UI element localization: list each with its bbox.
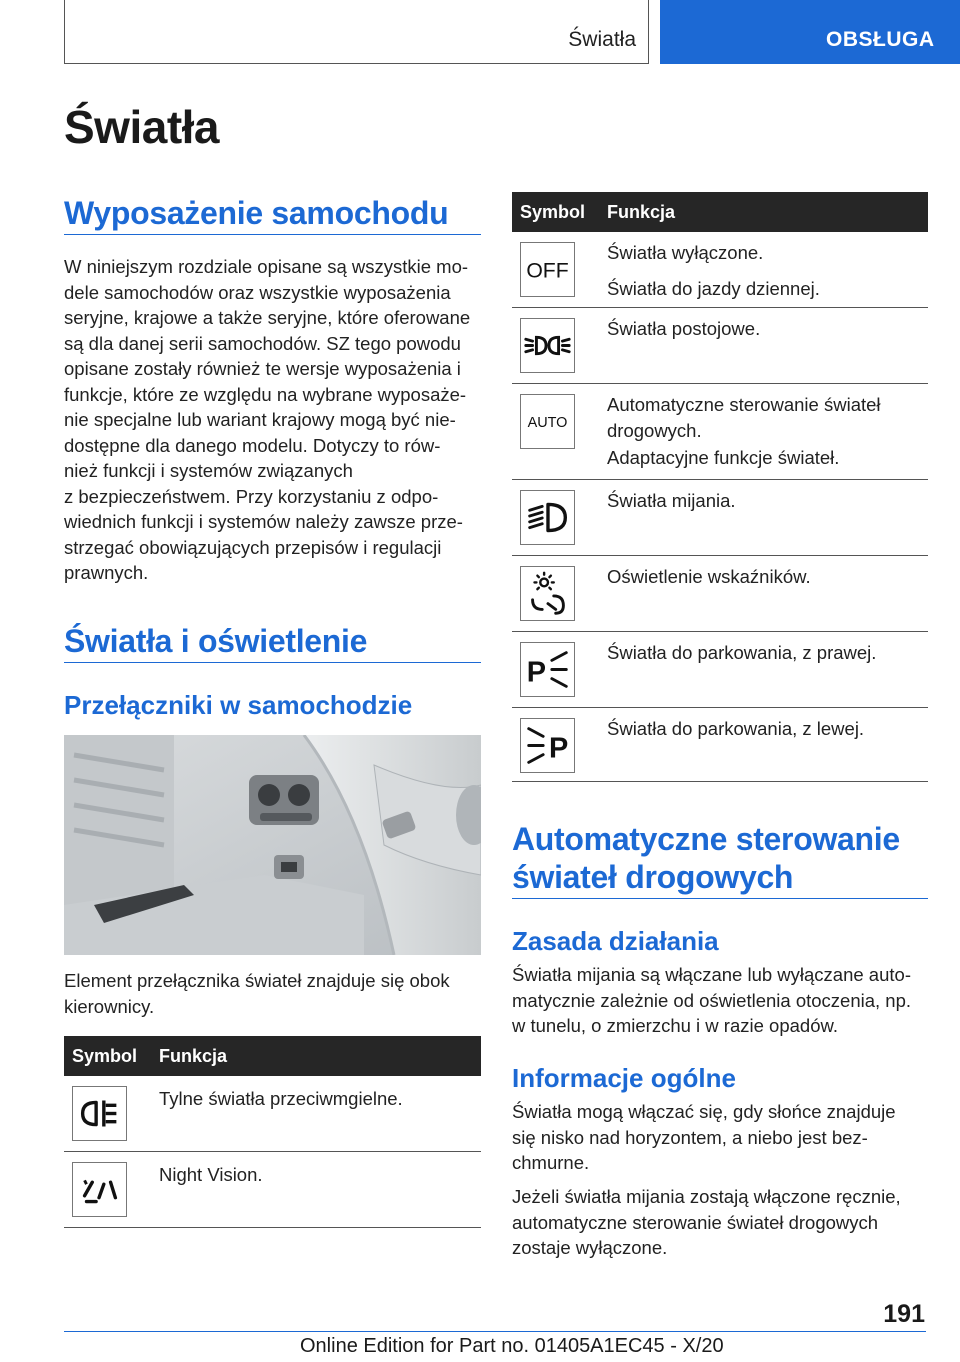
off-icon xyxy=(520,242,575,297)
principle-paragraph: Światła mijania są włączane lub wyłączane auto‐ matycznie zależnie od oświetlenia otoczenia, np. w tunelu, o zmierzchu i w razie opadów. xyxy=(512,964,912,1036)
row-function-text: Światła postojowe. xyxy=(607,318,761,339)
heading-principle: Zasada działania xyxy=(512,926,719,956)
night-vision-icon xyxy=(72,1162,127,1217)
parking-lights-icon xyxy=(520,318,575,373)
right-table-header xyxy=(512,192,928,232)
table-row xyxy=(512,232,928,308)
col-symbol: Symbol xyxy=(72,1046,138,1066)
svg-text:AUTO: AUTO xyxy=(527,414,568,431)
heading-rule xyxy=(64,234,481,235)
svg-text:OFF: OFF xyxy=(526,259,569,283)
col-symbol: Symbol xyxy=(520,202,586,222)
table-row xyxy=(512,632,928,708)
heading-switches: Przełączniki w samochodzie xyxy=(64,690,413,720)
table-row xyxy=(64,1076,481,1152)
row-function-text: Automatyczne sterowanie świateł drogowych. Adaptacyjne funkcje świateł. xyxy=(607,394,881,468)
heading-auto-high-beam: Automatyczne sterowanie świateł drogowych xyxy=(512,821,900,895)
equipment-paragraph: W niniejszym rozdziale opisane są wszystkie mo‐ dele samochodów oraz wszystkie wyposażenia seryjne, krajowe a także seryjne, które oferowane są dla danej serii samochodów. SZ tego powodu opisane zostały również te wersje wyposażenia i funkcje, które ze względu na wybrane wyposaże‐ nie specjalne lub wariant krajowy mogą być nie‐ dostępne dla danego modelu. Dotyczy to rów‐ nież funkcji i systemów związanych z bezpieczeństwem. Przy korzystaniu z odpo‐ wiednich funkcji i systemów należy zawsze prze‐ strzegać obowiązujących przepisów i regulacji prawnych. xyxy=(64,256,471,583)
switch-caption: Element przełącznika świateł znajduje się obok kierownicy. xyxy=(64,970,450,1017)
row-function-text: Oświetlenie wskaźników. xyxy=(607,566,811,587)
rear-fog-light-icon xyxy=(72,1086,127,1141)
low-beam-icon xyxy=(520,490,575,545)
row-function-text: Tylne światła przeciwmgielne. xyxy=(159,1088,403,1109)
row-function-text: Światła do parkowania, z prawej. xyxy=(607,642,877,663)
parking-right-icon xyxy=(520,642,575,697)
table-row xyxy=(512,708,928,782)
table-row xyxy=(512,308,928,384)
instrument-lighting-icon xyxy=(520,566,575,621)
col-function: Funkcja xyxy=(159,1046,228,1066)
table-row xyxy=(512,556,928,632)
left-table-header xyxy=(64,1036,481,1076)
row-function-text: Światła do parkowania, z lewej. xyxy=(607,718,865,739)
svg-text:P: P xyxy=(548,732,569,765)
general-paragraph: Światła mogą włączać się, gdy słońce znajduje się nisko nad horyzontem, a niebo jest bez‐ chmurne. xyxy=(512,1101,896,1173)
row-function-text: Światła wyłączone. Światła do jazdy dziennej. xyxy=(607,242,820,299)
heading-rule xyxy=(64,662,481,663)
svg-text:P: P xyxy=(526,656,547,689)
header-rule-bottom xyxy=(64,63,649,64)
header-rule-right xyxy=(648,0,649,64)
auto-icon xyxy=(520,394,575,449)
heading-general-info: Informacje ogólne xyxy=(512,1063,736,1093)
footer-edition: Online Edition for Part no. 01405A1EC45 - X/20 xyxy=(300,1335,724,1357)
row-function-text: Night Vision. xyxy=(159,1164,263,1185)
heading-equipment: Wyposażenie samochodu xyxy=(64,195,449,231)
footer-rule xyxy=(64,1331,926,1332)
table-row xyxy=(64,1152,481,1228)
header-rule-left xyxy=(64,0,65,64)
page-title: Światła xyxy=(64,101,220,153)
heading-lights: Światła i oświetlenie xyxy=(64,623,368,659)
page-number: 191 xyxy=(883,1300,925,1328)
header-section-title: Światła xyxy=(568,28,636,51)
header-chapter-tab[interactable]: OBSŁUGA xyxy=(660,0,960,64)
table-row xyxy=(512,384,928,480)
heading-rule xyxy=(512,898,928,899)
col-function: Funkcja xyxy=(607,202,676,222)
row-function-text: Światła mijania. xyxy=(607,490,736,511)
general-paragraph-2: Jeżeli światła mijania zostają włączone ręcznie, automatyczne sterowanie świateł drogowych zostaje wyłączone. xyxy=(512,1186,901,1258)
table-row xyxy=(512,480,928,556)
parking-left-icon xyxy=(520,718,575,773)
light-switch-photo xyxy=(64,735,481,955)
